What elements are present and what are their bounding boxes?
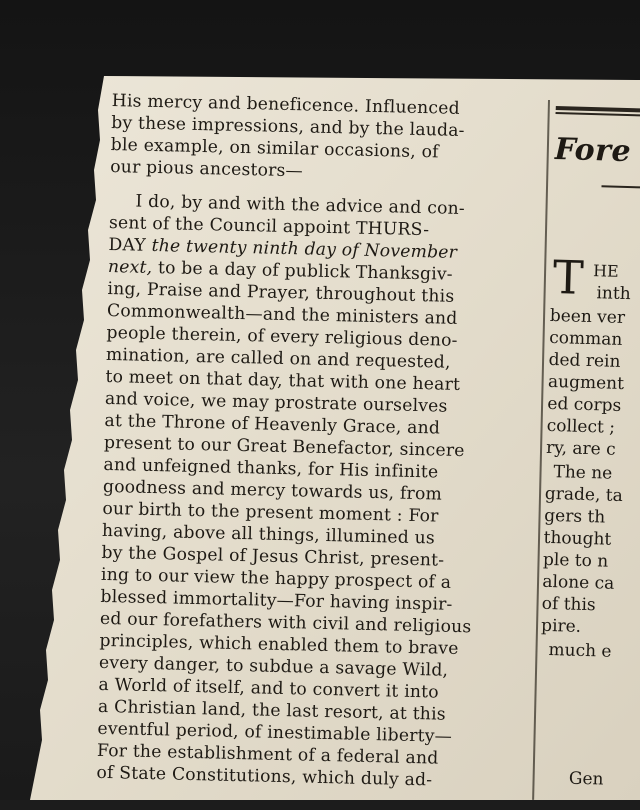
- text-line: a Christian land, the last resort, at this: [97, 696, 446, 725]
- text-line: alone ca: [542, 571, 615, 594]
- text-line: of this: [541, 593, 596, 616]
- text-line: blessed immortality—For having inspir-: [100, 586, 453, 615]
- text-line: thought: [543, 527, 612, 550]
- text-line: augment: [547, 371, 625, 395]
- text-line: to meet on that day, that with one heart: [105, 366, 461, 395]
- text-line: The ne: [553, 462, 613, 484]
- text-line: Commonwealth—and the ministers and: [106, 300, 458, 329]
- text-line: and voice, we may prostrate ourselves: [104, 388, 448, 417]
- text-line: grade, ta: [544, 483, 624, 507]
- text-line: pire.: [540, 615, 582, 637]
- drop-cap-rest: HE: [592, 261, 620, 281]
- text-line: ing, Praise and Prayer, throughout this: [107, 278, 455, 307]
- text-line: our pious ancestors—: [110, 156, 304, 182]
- text-line: of State Constitutions, which duly ad-: [96, 762, 433, 791]
- text-line: and unfeigned thanks, for His infinite: [103, 454, 439, 483]
- text-line: having, above all things, illumined us: [101, 520, 436, 549]
- text-line: present to our Great Benefactor, sincere: [103, 432, 465, 462]
- text-line: ple to n: [542, 549, 609, 572]
- column-header-rule: [555, 112, 640, 117]
- text-line: every danger, to subdue a savage Wild,: [98, 652, 449, 681]
- text-line: ble example, on similar occasions, of: [110, 134, 439, 163]
- text-line: inth: [596, 283, 631, 305]
- text-line: mination, are called on and requested,: [105, 344, 451, 373]
- date-phrase: next,: [107, 256, 153, 278]
- text-line: gers th: [543, 505, 606, 528]
- text-line: DAY the twenty ninth day of November: [108, 234, 458, 263]
- text-line: by these impressions, and by the lauda-: [111, 112, 465, 142]
- article-column-left: [96, 90, 542, 810]
- section-heading: Fore: [554, 131, 632, 170]
- text-line: His mercy and beneficence. Influenced: [111, 90, 461, 119]
- text-line: ded rein: [548, 349, 621, 372]
- text-line: ry, are c: [545, 437, 616, 460]
- text-line: sent of the Council appoint THURS-: [108, 212, 430, 241]
- text-line: Gen: [568, 768, 604, 790]
- date-phrase: the twenty ninth day of November: [151, 235, 458, 263]
- text-line: ed corps: [547, 393, 622, 416]
- text-line: by the Gospel of Jesus Christ, present-: [101, 542, 445, 571]
- text-line: at the Throne of Heavenly Grace, and: [104, 410, 441, 439]
- heading-underline: [601, 185, 640, 188]
- text-line: been ver: [549, 305, 626, 329]
- text-line: principles, which enabled them to brave: [99, 630, 459, 660]
- text-line: eventful period, of inestimable liberty—: [97, 718, 453, 747]
- text-line: goodness and mercy towards us, from: [102, 476, 443, 505]
- text-line: For the establishment of a federal and: [96, 740, 439, 769]
- text-line: comman: [548, 327, 623, 350]
- text-line: much e: [548, 640, 612, 662]
- text-line: ed our forefathers with civil and religious: [99, 608, 472, 638]
- text-line: ing to our view the happy prospect of a: [100, 564, 452, 593]
- drop-cap: T: [552, 249, 585, 305]
- text-line: our birth to the present moment : For: [102, 498, 439, 527]
- text-line: a World of itself, and to convert it into: [98, 674, 440, 703]
- text-line: collect ;: [546, 415, 616, 438]
- text-line: people therein, of every religious deno-: [106, 322, 458, 351]
- text-line: I do, by and with the advice and con-: [135, 191, 466, 220]
- text-line: next, to be a day of publick Thanksgiv-: [107, 256, 454, 285]
